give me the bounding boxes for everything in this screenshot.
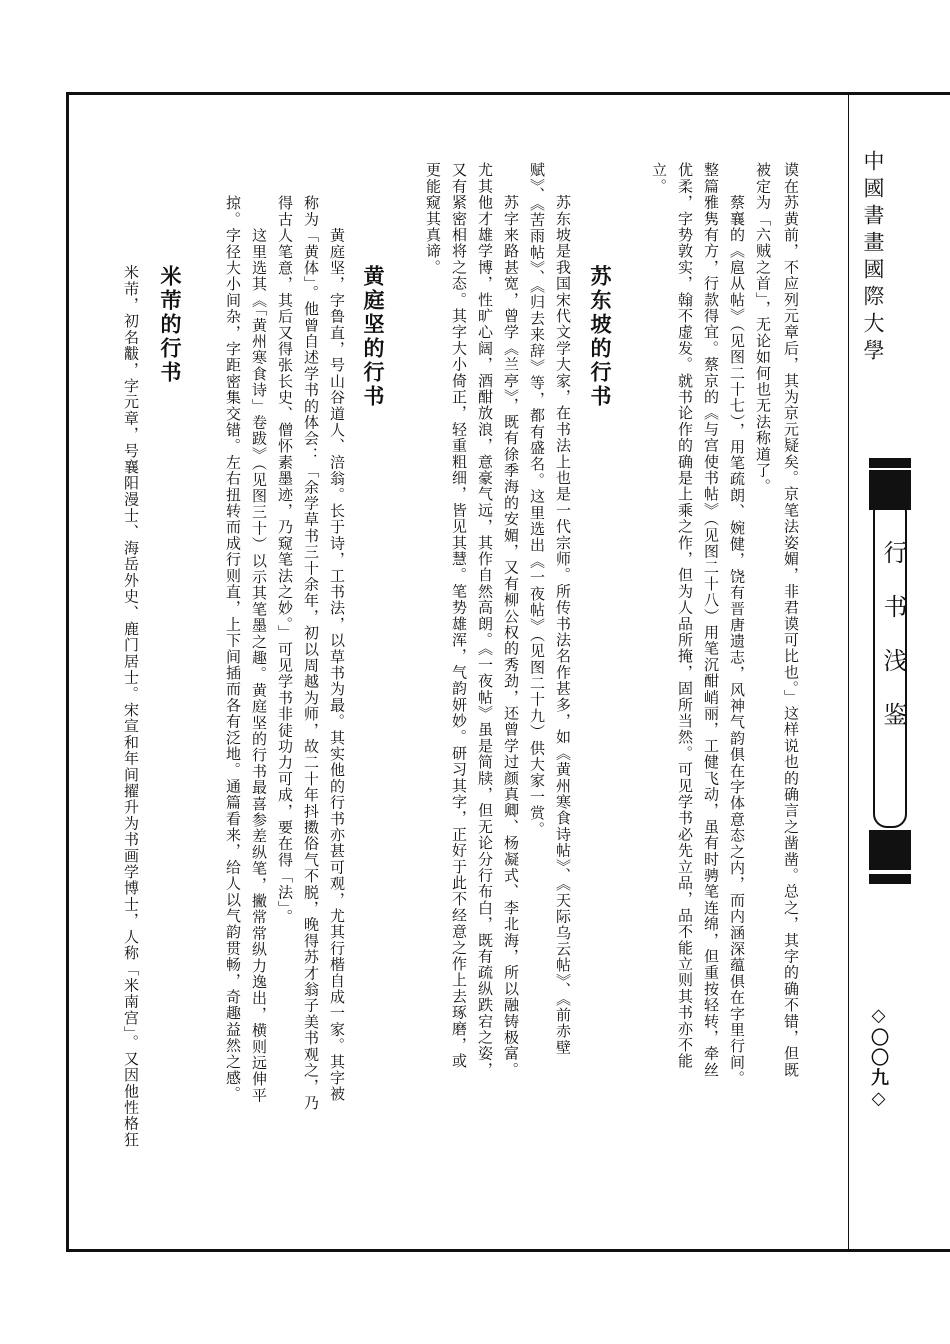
text-column: 得古人笔意，其后又得张长史、僧怀素墨迹，乃窥笔法之妙。」可见学书非徒功力可成，要在得「法」。 — [276, 195, 294, 926]
text-column: 赋》、《苦雨帖》、《归去来辞》等，都有盛名。这里选出《一夜帖》（见图二十九）供大家一赏。 — [528, 162, 546, 838]
text-column: 被定为「六贼之首」，无论如何也无法称道了。 — [754, 162, 772, 495]
header-divider — [848, 92, 849, 1252]
text-column: 蔡襄的《扈从帖》（见图二十七），用笔疏朗、婉健，饶有晋唐遗志，风神气韵俱在字体意态之内，而内涵深蕴俱在字里行间。 — [728, 162, 746, 1087]
text-column: 黄庭坚，字鲁直，号山谷道人、涪翁。长于诗，工书法，以草书为最。其实他的行书亦甚可观，尤其行楷自成一家。其字被 — [328, 195, 346, 1103]
title-cap-bottom — [869, 830, 911, 870]
text-column: 又有紧密相将之态。其字大小倚正，轻重粗细，皆见其慧。笔势雄浑，气韵妍妙。研习其字，正好于此不经意之作上去琢磨，或 — [450, 162, 468, 1070]
text-column: 尤其他才雄学博，性旷心阔，酒酣放浪，意豪气远，其作自然高朗。《一夜帖》虽是简牍，但无论分行布白，既有疏纵跌宕之姿， — [476, 162, 494, 1078]
text-column: 米芾，初名黻，字元章，号襄阳漫士、海岳外史、鹿门居士。宋宣和年间擢升为书画学博士，人称「米南宫」。又因他性格狂 — [122, 232, 140, 1148]
text-column: 苏字来路甚宽，曾学《兰亭》，既有徐季海的安媚，又有柳公权的秀劲，还曾学过颜真卿、杨凝式、李北海，所以融铸极富。 — [502, 162, 520, 1078]
section-heading-mi: 米芾的行书 — [158, 265, 182, 385]
series-title: 中國書畫國際大學 — [861, 150, 885, 366]
text-column: 更能窥其真谛。 — [424, 162, 442, 276]
text-column: 苏东坡是我国宋代文学大家，在书法上也是一代宗师。所传书法名作甚多，如《黄州寒食诗帖》、《天际乌云帖》、《前赤壁 — [554, 162, 572, 1056]
page-number: ◇〇〇九◇ — [868, 1005, 889, 1111]
section-heading-su: 苏东坡的行书 — [588, 265, 612, 409]
text-column: 掠。字径大小间杂，字距密集交错。左右扭转而成行则直，上下间插而各有泛地。通篇看来，给人以气韵贯畅，奇趣益然之感。 — [224, 195, 242, 1103]
text-column: 立。 — [650, 162, 668, 195]
text-column: 称为「黄体」。他曾自述学书的体会：「余学草书三十余年，初以周越为师，故二十年抖擞俗气不脱，晚得苏才翁子美书观之，乃 — [302, 195, 320, 1111]
text-column: 优柔，字势敦实，翰不虚发。就书论作的确是上乘之作，但为人品所掩，固所当然。可见学书必先立品，品不能立则其书亦不能 — [676, 162, 694, 1070]
text-column: 谟在苏黄前，不应列元章后，其为京元疑矣。京笔法姿媚，非君谟可比也。」这样说也的确言之凿凿。总之，其字的确不错，但既 — [782, 162, 800, 1078]
section-heading-huang: 黄庭坚的行书 — [361, 265, 385, 409]
text-column: 整篇雅隽有方，行款得宜。蔡京的《与宫使书帖》（见图二十八）用笔沉酣峭丽，工健飞动，虽有时骋笔连绵，但重按轻转，牵丝 — [702, 162, 720, 1078]
title-bar-bottom — [869, 874, 911, 884]
text-column: 这里选其《「黄州寒食诗」卷跋》（见图三十）以示其笔墨之趣。黄庭坚的行书最喜参差纵笔，撇常常纵力逸出，横则远伸平 — [250, 195, 268, 1104]
title-bar-top — [869, 458, 911, 468]
book-title: 行书浅鉴 — [879, 540, 907, 756]
